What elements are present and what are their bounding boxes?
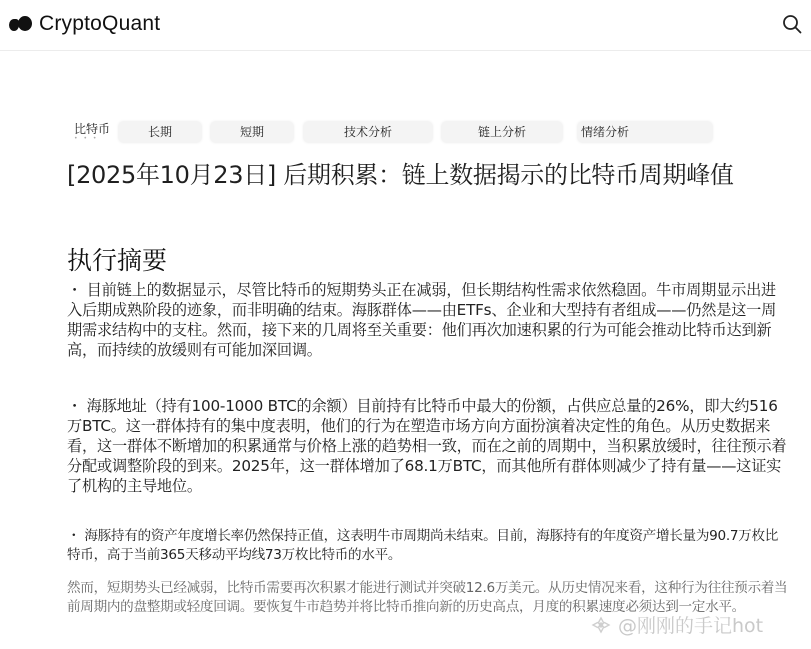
tag-bitcoin-dots: • • • bbox=[74, 135, 99, 142]
watermark bbox=[590, 611, 763, 638]
summary-paragraph-1: ・ 目前链上的数据显示，尽管比特币的短期势头正在减弱，但长期结构性需求依然稳固。牛市周期显示出进入后期成熟阶段的迹象，而非明确的结束。海豚群体——由ETFs、企业和大型持有者组成——仍然是这一周期需求结构中的支柱。然而，接下来的几周将至关重要：他们再次加速积累的行为可能会推动比特币达到新高，而持续的放缓则有可能加深回调。 bbox=[67, 281, 777, 359]
tag-long-term[interactable]: 长期 bbox=[119, 122, 201, 142]
page-title: [2025年10月23日] 后期积累：链上数据揭示的比特币周期峰值 bbox=[67, 161, 734, 189]
brand-name: CryptoQuant bbox=[39, 12, 161, 35]
brand-logo[interactable] bbox=[9, 11, 160, 37]
tag-bitcoin-label: 比特币 bbox=[74, 122, 111, 136]
tag-onchain-analysis[interactable]: 链上分析 bbox=[442, 122, 562, 142]
tag-bitcoin[interactable] bbox=[74, 120, 110, 141]
top-header bbox=[0, 0, 811, 51]
tag-technical-analysis[interactable]: 技术分析 bbox=[304, 122, 432, 142]
tag-sentiment-analysis[interactable]: 情绪分析 bbox=[578, 122, 712, 142]
watermark-text: @刚刚的手记hot bbox=[618, 615, 764, 637]
summary-paragraph-4: 然而，短期势头已经减弱，比特币需要再次积累才能进行测试并突破12.6万美元。从历史情况来看，这种行为往往预示着当前周期内的盘整期或轻度回调。要恢复牛市趋势并将比特币推向新的历史高点，月度的积累速度必须达到一定水平。 bbox=[67, 580, 788, 615]
summary-paragraph-3: ・ 海豚持有的资产年度增长率仍然保持正值，这表明牛市周期尚未结束。目前，海豚持有的年度资产增长量为90.7万枚比特币，高于当前365天移动平均线73万枚比特币的水平。 bbox=[67, 528, 779, 563]
search-icon[interactable] bbox=[782, 14, 802, 34]
tag-bar bbox=[71, 120, 731, 146]
paw-icon bbox=[590, 614, 612, 636]
cryptoquant-logo-icon bbox=[9, 15, 33, 33]
summary-paragraph-2: ・ 海豚地址（持有100-1000 BTC的余额）目前持有比特币中最大的份额，占供应总量的26%，即大约516万BTC。这一群体持有的集中度表明，他们的行为在塑造市场方向方面扮演着决定性的角色。从历史数据来看，这一群体不断增加的积累通常与价格上涨的趋势相一致，而在之前的周期中，当积累放缓时，往往预示着分配或调整阶段的到来。2025年，这一群体增加了68.1万BTC，而其他所有群体则减少了持有量——这证实了机构的主导地位。 bbox=[67, 397, 787, 495]
tag-short-term[interactable]: 短期 bbox=[211, 122, 293, 142]
summary-heading: 执行摘要 bbox=[67, 246, 168, 275]
